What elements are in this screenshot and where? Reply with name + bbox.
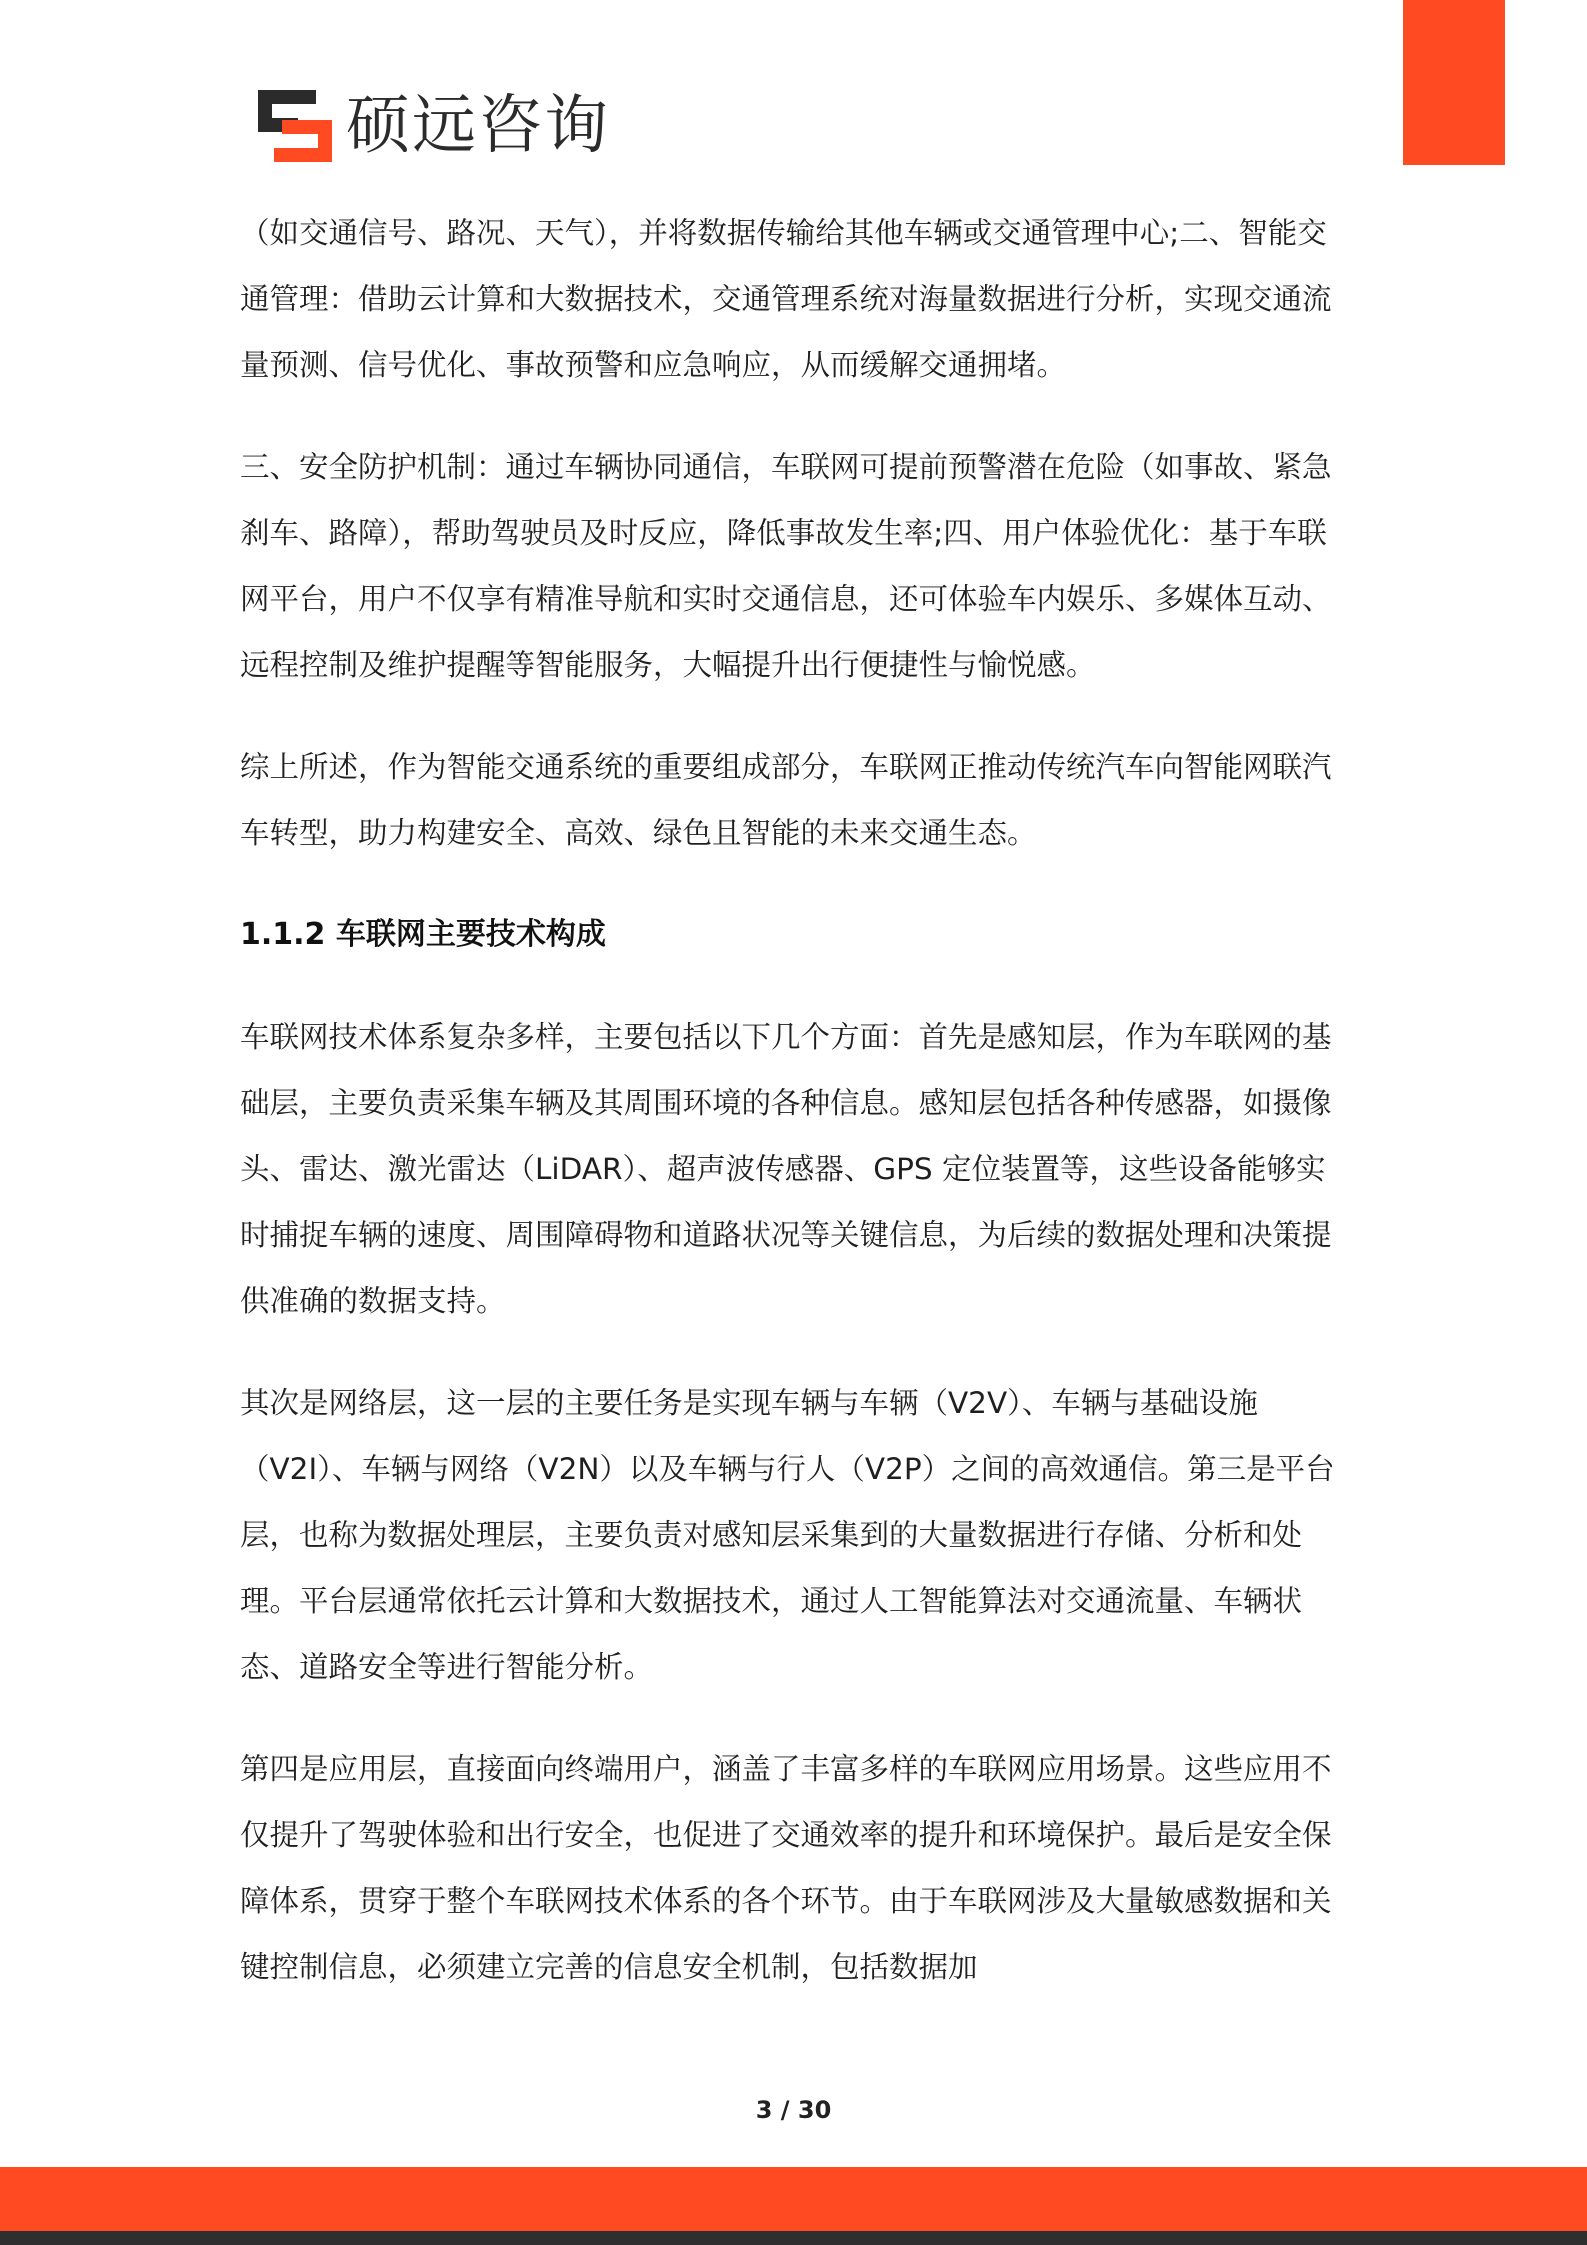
brand-logo — [258, 90, 610, 162]
brand-logo-mark-icon — [258, 90, 332, 162]
paragraph: 车联网技术体系复杂多样，主要包括以下几个方面：首先是感知层，作为车联网的基础层，主要负责采集车辆及其周围环境的各种信息。感知层包括各种传感器，如摄像头、雷达、激光雷达（LiDAR）、超声波传感器、GPS 定位装置等，这些设备能够实时捕捉车辆的速度、周围障碍物和道路状况等关键信息，为后续的数据处理和决策提供准确的数据支持。 — [240, 1020, 1332, 1318]
paragraph: 综上所述，作为智能交通系统的重要组成部分，车联网正推动传统汽车向智能网联汽车转型，助力构建安全、高效、绿色且智能的未来交通生态。 — [240, 750, 1332, 850]
page-number: 3 / 30 — [755, 2096, 832, 2124]
document-body — [240, 200, 1350, 2000]
brand-name: 硕远咨询 — [346, 89, 610, 163]
footer-accent-bar — [0, 2167, 1587, 2231]
corner-accent-tab — [1403, 0, 1505, 165]
paragraph: （如交通信号、路况、天气），并将数据传输给其他车辆或交通管理中心;二、智能交通管理：借助云计算和大数据技术，交通管理系统对海量数据进行分析，实现交通流量预测、信号优化、事故预警和应急响应，从而缓解交通拥堵。 — [240, 216, 1332, 382]
paragraph: 第四是应用层，直接面向终端用户，涵盖了丰富多样的车联网应用场景。这些应用不仅提升了驾驶体验和出行安全，也促进了交通效率的提升和环境保护。最后是安全保障体系，贯穿于整个车联网技术体系的各个环节。由于车联网涉及大量敏感数据和关键控制信息，必须建立完善的信息安全机制，包括数据加 — [240, 1752, 1332, 1984]
paragraph: 其次是网络层，这一层的主要任务是实现车辆与车辆（V2V）、车辆与基础设施（V2I）、车辆与网络（V2N）以及车辆与行人（V2P）之间的高效通信。第三是平台层，也称为数据处理层，主要负责对感知层采集到的大量数据进行存储、分析和处理。平台层通常依托云计算和大数据技术，通过人工智能算法对交通流量、车辆状态、道路安全等进行智能分析。 — [240, 1386, 1335, 1684]
section-heading: 1.1.2 车联网主要技术构成 — [240, 917, 606, 952]
footer-dark-strip — [0, 2231, 1587, 2245]
paragraph: 三、安全防护机制：通过车辆协同通信，车联网可提前预警潜在危险（如事故、紧急刹车、路障），帮助驾驶员及时反应，降低事故发生率;四、用户体验优化：基于车联网平台，用户不仅享有精准导航和实时交通信息，还可体验车内娱乐、多媒体互动、远程控制及维护提醒等智能服务，大幅提升出行便捷性与愉悦感。 — [240, 450, 1332, 682]
